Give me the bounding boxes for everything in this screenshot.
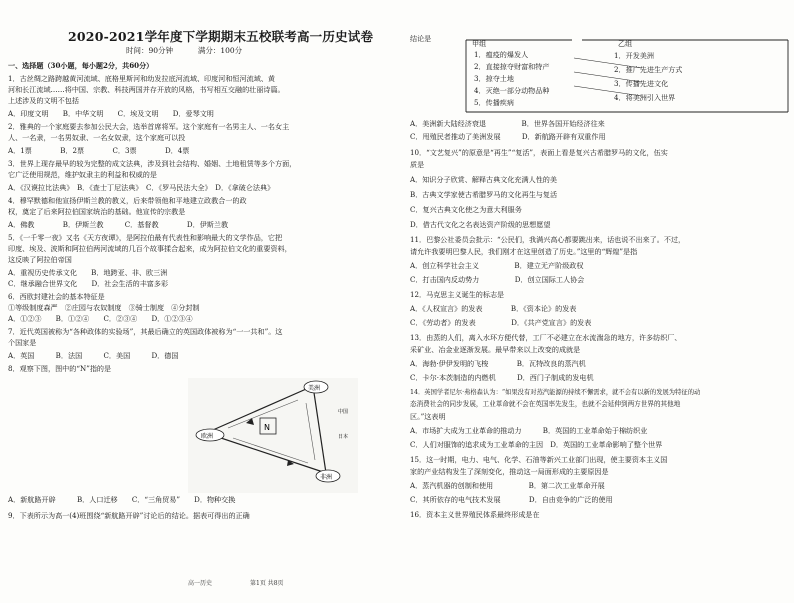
question-option: C．《劳动者》的发表 D．《共产党宣言》的发表	[410, 318, 592, 327]
question-option: A．海勃·伊伊发明的飞梭 B．瓦特改良的蒸汽机	[410, 359, 586, 368]
exam-time: 时间：90分钟	[126, 46, 174, 55]
question-line: 4．穆罕默德和他宣扬伊斯兰教的教义，后来带领他和平地建立政教合一的政	[8, 196, 247, 205]
question-option: A．创立科学社会主义 B．建立无产阶级政权	[410, 261, 584, 270]
question-option: A．英国 B．法国 C．美国 D．德国	[8, 351, 179, 360]
question-line: 14．英国学者尼尔·弗格森认为：“如果没有对蒸汽能源的持续不懈需求，就不会有以新的发展为特征的动	[410, 389, 701, 396]
question-line: 15．这一时期，电力、电气、化学、石油等新兴工业部门出现，使主要资本主义国	[410, 455, 668, 464]
diagram-label-america: 美洲	[308, 385, 321, 392]
question-line: 采矿业、冶金业逐渐发展。最早带来以上改变的成就是	[410, 345, 581, 354]
question-line: 16．资本主义世界殖民体系最终形成是在	[410, 510, 540, 519]
trade-diagram	[188, 378, 358, 493]
question-line: 这反映了阿拉伯帝国	[8, 255, 72, 264]
question-option: C．卡尔·本茨制造的内燃机 D．西门子制成的发电机	[410, 373, 594, 382]
question-line: 3．世界上现存最早的较为完整的成文法典，涉及到社会结构、婚姻、土地租赁等多个方面，	[8, 159, 297, 168]
question-option: A．知识分子欣赏、解释古典文化充满人性的美	[410, 175, 557, 184]
table-caption: 结论是	[410, 34, 432, 43]
question-option: B．古典文学家使古希腊罗马的文化再生与复活	[410, 190, 558, 199]
exam-score: 满分：100分	[197, 46, 243, 55]
question-option: A．市场扩大成为工业革命的推动力 B．英国的工业革命始于棉纺织业	[410, 426, 648, 435]
table-cell-b: 2．推广先进生产方式	[614, 65, 683, 74]
question-option: C．继承融合世界文化 D．社会生活的丰富多彩	[8, 279, 169, 288]
question-line: 2．雅典的一个家庭要去参加公民大会，选举首席将军。这个家庭有一名男主人、一名女主	[8, 122, 290, 131]
question-option: A．1票 B．2票 C．3票 D．4票	[8, 146, 190, 155]
question-line: ①等级制度森严 ②庄园与农奴制度 ③骑士制度 ④分封制	[8, 303, 200, 312]
table-cell-a: 5．传播疾病	[474, 98, 514, 107]
diagram-label-china: 中国	[338, 409, 349, 415]
footer-page-number: 第1页 共8页	[250, 580, 284, 587]
question-line: 10．“文艺复兴”的原意是“再生”“复活”，表面上看是复兴古希腊罗马的文化，伍实	[410, 148, 668, 157]
question-line: 请允许我要明巴黎人民，我们刚才在这里创造了历史。”这里的“辉煌”是指	[410, 247, 638, 256]
table-cell-a: 2．直接掠夺财富和特产	[474, 62, 550, 71]
question-line: 6．西欧封建社会的基本特征是	[8, 292, 105, 301]
table-head-a: 甲组	[472, 39, 487, 48]
comparison-table	[466, 38, 788, 110]
question-option: A．美洲新大陆经济衰退 B．世界各国开始经济往来	[410, 119, 605, 128]
question-option: A．佛教 B．伊斯兰教 C．基督教 D．伊斯兰教	[8, 220, 229, 229]
question-line: 河和长江流域……将中国、宗教、科技两国并存开放的风格，书写相互交融的壮丽诗篇。	[8, 85, 285, 94]
question-line: 11．巴黎公社委员会批示：“公民们，我满兴高心都要跳出来，话也说不出来了。不过，	[410, 235, 686, 244]
table-cell-b: 1．开发美洲	[614, 51, 654, 60]
question-option: C．其所依存的电气技术发展 D．自由竞争的广泛的使用	[410, 495, 613, 504]
question-option: D．借古代文化之名表达资产阶级的思想愿望	[410, 220, 551, 229]
question-line: 上述涉及的文明不包括	[8, 96, 79, 105]
question-line: 区。”这表明	[410, 412, 446, 421]
question-option: A．重视历史传承文化 B．地跨亚、非、欧三洲	[8, 268, 168, 277]
exam-title: 2020-2021学年度下学期期末五校联考高一历史试卷	[68, 29, 374, 44]
question-line: 印度、埃及、波斯和阿拉伯两河流域的几百个故事揉合起来，成为阿拉伯文化的重要资料，	[8, 244, 292, 253]
question-line: 9．下表所示为高一(4)班围绕“新航路开辟”讨论后的结论。据表可得出的正确	[8, 511, 250, 520]
question-line: 13．由蒸的人们，离入水环方便代替，工厂不必建立在水流湍急的地方，许多纺织厂、	[410, 333, 682, 342]
question-line: 1．古丝绸之路跨越黄河流域、底格里斯河和幼发拉底河流域、印度河和恒河流域、黄	[8, 74, 275, 83]
question-option: A．①②③ B．①②④ C．②③④ D．①②③④	[8, 314, 193, 323]
question-line: 它广泛使用规范，维护奴隶主的利益和权威的是	[8, 170, 157, 179]
question-option: A．蒸汽机器的创制和使用 B．第二次工业革命开展	[410, 481, 605, 490]
question-option: C．打击国内反动势力 D．创立国际工人协会	[410, 275, 585, 284]
question-line: 个国家是	[8, 338, 37, 347]
table-cell-a: 4．灭绝一部分动物品种	[474, 86, 550, 95]
question-option: C．甩殖民者推动了美洲发展 D．新航路开辟有双重作用	[410, 132, 606, 141]
exam-meta	[126, 47, 242, 56]
diagram-label-n: N	[264, 423, 270, 432]
question-line: 12．马克思主义诞生的标志是	[410, 290, 505, 299]
question-line: 质是	[410, 160, 425, 169]
question-option: A．《汉谟拉比法典》 B．《查士丁尼法典》 C．《罗马民法大全》 D．《拿破仑法典》	[8, 183, 275, 192]
diagram-label-europe: 欧洲	[201, 433, 214, 440]
diagram-label-japan: 日本	[338, 434, 349, 440]
table-head-b: 乙组	[618, 39, 633, 48]
question-option: A．《人权宣言》的发表 B．《资本论》的发表	[410, 304, 577, 313]
table-cell-a: 3．掠夺土地	[474, 74, 514, 83]
question-line: 家的产业结构发生了深刻变化，推动这一局面形成的主要原因是	[410, 467, 609, 476]
question-option: A．新航路开辟 B．人口迁移 C．“三角贸易” D．物种交换	[8, 495, 236, 504]
question-option: A．印度文明 B．中华文明 C．埃及文明 D．爱琴文明	[8, 109, 214, 118]
diagram-label-africa: 非洲	[320, 474, 333, 481]
question-line: 权，奠定了后来阿拉伯国家统治的基础。他宣传的宗教是	[8, 207, 186, 216]
question-line: 人、一名隶，一名男奴隶、一名女奴隶，这个家庭可以投	[8, 133, 186, 142]
question-line: 8．观察下图，图中的“N”指的是	[8, 364, 112, 373]
footer-subject: 高一历史	[188, 580, 213, 587]
question-line: 态消费社会的同步发展，工业革命就不会在英国率先发生，也就不会延伸到两方世界的其他地	[410, 400, 681, 408]
table-cell-b: 4．将美洲引入世界	[614, 93, 676, 102]
table-cell-a: 1．瘟疫的爆发人	[474, 50, 529, 59]
question-line: 7．近代英国被称为“各种政体的实验场”，其最后确立的英国政体被称为“一一共和”。这	[8, 327, 283, 336]
section-heading: 一、选择题（30小题，每小题2分，共60分）	[8, 61, 154, 70]
table-cell-b: 3．传播先进文化	[614, 79, 669, 88]
question-option: C．复兴古典文化使之为意大利服务	[410, 205, 522, 214]
question-line: 5．《一千零一夜》又名《天方夜谭》，是阿拉伯最有代表性和影响最大的文学作品，它把	[8, 233, 283, 242]
question-option: C．人们对服饰的追求成为工业革命的主因 D．英国的工业革命影响了整个世界	[410, 440, 663, 449]
